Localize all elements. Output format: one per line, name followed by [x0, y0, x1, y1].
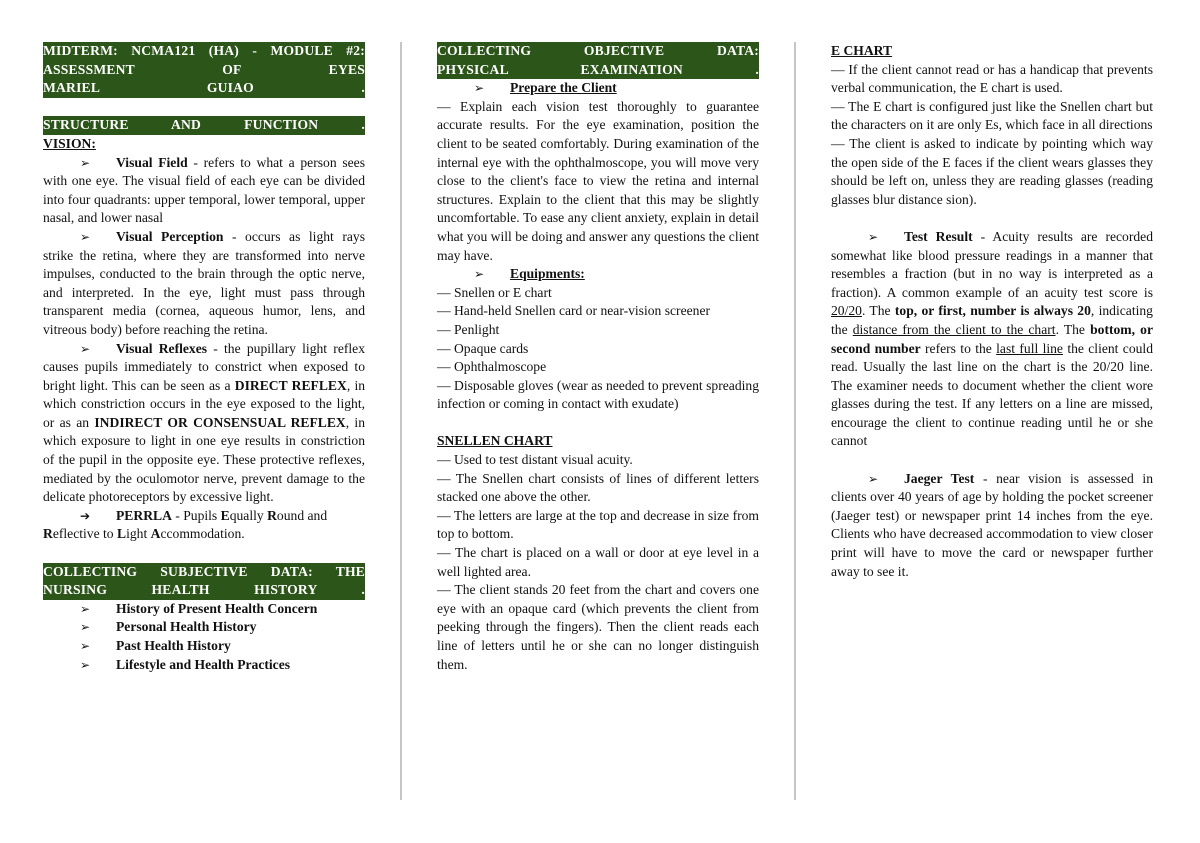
column-divider [400, 42, 402, 800]
paragraph-visual-field [43, 154, 365, 228]
paragraph-perrla: ➔ PERRLA - Pupils Equally Round and Reflective to Light Accommodation. [43, 507, 328, 542]
section-heading: PHYSICAL EXAMINATION . [437, 61, 759, 77]
section-band-objective [437, 42, 759, 79]
prepare-heading: ➢ Prepare the Client [437, 79, 759, 98]
term: Visual Field [116, 154, 188, 170]
list-item: — Ophthalmoscope [437, 359, 547, 375]
text: - occurs as light rays strike the retina, where they are transformed into nerve impulses, conducted to the brain through the optic nerve, and interpreted. In the eye, light must pass through transparent media (cornea, aqueous humor, lens, and vitreous body) before reaching the retina. [43, 228, 365, 337]
arrowhead-icon: ➢ [474, 81, 485, 96]
list-item: ➢ Personal Health History [43, 618, 365, 637]
paragraph-visual-perception [43, 228, 365, 340]
list-item: — Hand-held Snellen card or near-vision screener [437, 303, 711, 319]
list-item: — The chart is placed on a wall or door at eye level in a well lighted area. [437, 545, 759, 579]
section-heading: COLLECTING SUBJECTIVE DATA: THE [43, 563, 365, 579]
arrowhead-icon: ➢ [868, 229, 879, 244]
title-band [43, 42, 365, 98]
section-heading: NURSING HEALTH HISTORY . [43, 582, 365, 598]
text: - the pupillary light reflex causes pupils immediately to constrict when exposed to bright light. This can be seen as a [43, 340, 365, 393]
section-heading: STRUCTURE AND FUNCTION . [43, 117, 365, 133]
list-item: — If the client cannot read or has a handicap that prevents verbal communication, the E chart is used. [831, 61, 1153, 96]
list-item: — Penlight [437, 321, 500, 337]
echart-heading: E CHART [831, 43, 893, 58]
vision-label: VISION: [43, 135, 96, 151]
list-item: ➢ History of Present Health Concern [43, 600, 365, 619]
section-band-subjective [43, 563, 365, 600]
list-item: — The client is asked to indicate by pointing which way the open side of the E faces if the client wears glasses they should be left on, unless they are reading glasses (reading glasses blur distance sion). [831, 135, 1153, 207]
text: - refers to what a person sees with one eye. The visual field of each eye can be divided into four quadrants: upper temporal, lower temporal, upper nasal, and lower nasal [43, 154, 365, 226]
term: INDIRECT OR CONSENSUAL REFLEX [94, 414, 346, 430]
snellen-heading: SNELLEN CHART [437, 433, 553, 449]
column-1 [43, 42, 365, 674]
equipments-heading: ➢ Equipments: [437, 265, 759, 284]
paragraph-visual-reflexes [43, 340, 365, 507]
arrowhead-icon: ➢ [80, 639, 91, 653]
title-line: MIDTERM: NCMA121 (HA) - MODULE #2: [43, 43, 365, 58]
list-item: — The letters are large at the top and decrease in size from top to bottom. [437, 507, 759, 542]
arrowhead-icon: ➢ [80, 341, 91, 356]
list-item: — Used to test distant visual acuity. [437, 452, 633, 468]
column-3 [831, 42, 1153, 581]
arrowhead-icon: ➢ [80, 601, 91, 616]
arrowhead-icon: ➢ [80, 620, 91, 635]
list-item: — The client stands 20 feet from the chart and covers one eye with an opaque card (which prevents the client from peeking through the fingers). Then the client reads each line of letters until he or she can no longer distinguish them. [437, 582, 759, 672]
term: DIRECT REFLEX [234, 377, 347, 393]
term: PERRLA [116, 507, 172, 523]
list-item: — The Snellen chart consists of lines of different letters stacked one above the other. [437, 470, 759, 505]
column-divider [794, 42, 796, 800]
list-item: — Snellen or E chart [437, 284, 552, 300]
arrowhead-icon: ➢ [474, 267, 485, 282]
paragraph-test-result: ➢ Test Result - Acuity results are recorded somewhat like blood pressure readings in a manner that resembles a fraction (but in no way is interpreted as a fraction). A common example of an acuity test score is 20/20. The top, or first, number is always 20, indicating the distance from the client to the chart. The bottom, or second number refers to the last full line the client could read. Usually the last line on the chart is the 20/20 line. The examiner needs to document whether the client wore glasses during the test. If any letters on a line are missed, encourage the client to continue reading until he or she cannot [831, 228, 1153, 449]
text: , in which exposure to light in one eye results in constriction of the pupil in the opposite eye. These protective reflexes, mediated by the oculomotor nerve, prevent damage to the delicate photoreceptors by excessive light. [43, 414, 366, 505]
term: Visual Reflexes [116, 340, 208, 356]
arrowhead-icon: ➢ [80, 657, 91, 672]
arrowhead-icon: ➢ [868, 471, 879, 486]
section-heading: COLLECTING OBJECTIVE DATA: [437, 43, 759, 58]
arrowhead-icon: ➢ [80, 155, 91, 170]
text: , in which constriction occurs in the eye exposed to the light, or as an [43, 377, 366, 430]
list-item: — Disposable gloves (wear as needed to prevent spreading infection or coming in contact with exudate) [437, 377, 759, 412]
arrowhead-icon: ➢ [80, 229, 91, 244]
column-2 [437, 42, 759, 674]
title-line: ASSESSMENT OF EYES [43, 61, 365, 77]
list-item: ➢ Past Health History [43, 637, 365, 656]
right-arrow-icon: ➔ [80, 508, 91, 523]
list-item: ➢ Lifestyle and Health Practices [43, 656, 365, 675]
list-item: — The E chart is configured just like the Snellen chart but the characters on it are only Es, which face in all directions [831, 98, 1153, 133]
title-line: MARIEL GUIAO . [43, 80, 365, 96]
history-list [43, 600, 365, 674]
paragraph-jaeger: ➢ Jaeger Test - near vision is assessed in clients over 40 years of age by holding the pocket screener (Jaeger test) or newspaper print 14 inches from the eye. Clients who have decreased accommodation to view closer print will have to move the card or newspaper further away to see it. [831, 470, 1153, 579]
list-item: — Opaque cards [437, 340, 529, 356]
term: Visual Perception [116, 228, 224, 244]
section-band-structure [43, 116, 365, 135]
prepare-paragraph: — Explain each vision test thoroughly to guarantee accurate results. For the eye examination, position the client to be seated comfortably. During examination of the internal eye with the ophthalmoscope, you will move very close to the client's face to view the retina and internal structures. Explain to the client that this may be slightly uncomfortable. To ease any client anxiety, explain in detail what you will be doing and answer any questions the client may have. [437, 98, 759, 263]
